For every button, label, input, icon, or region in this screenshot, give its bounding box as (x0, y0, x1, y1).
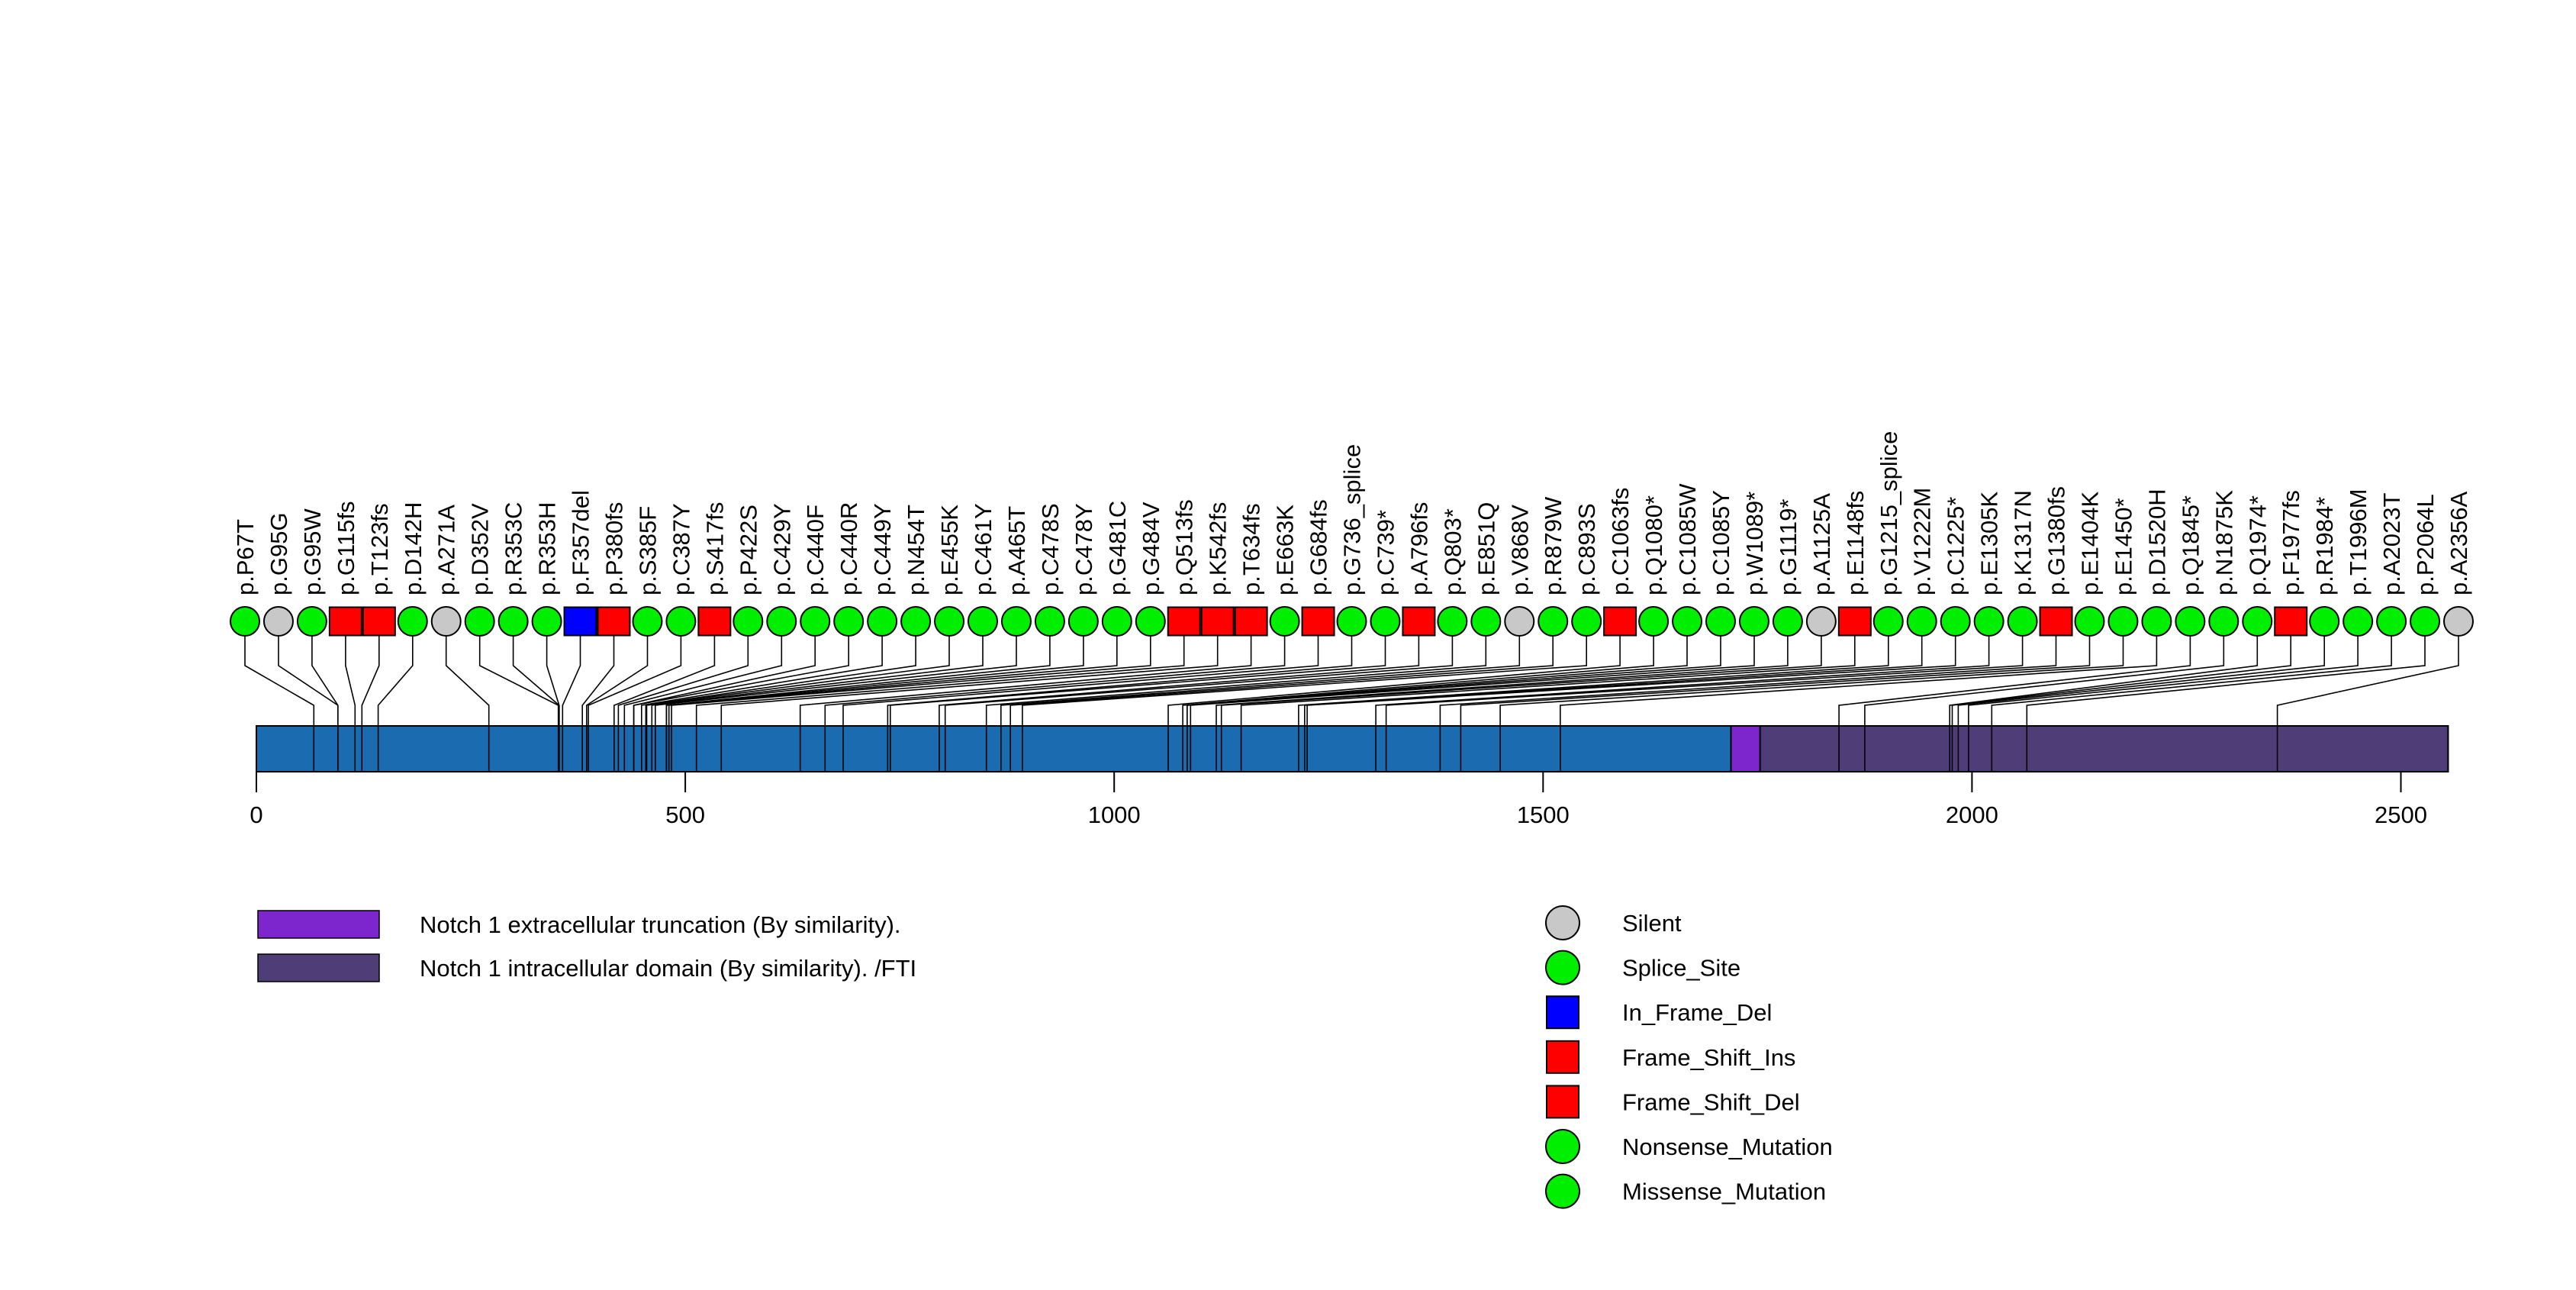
mutation-label: p.C461Y (970, 503, 997, 595)
mutation-marker (230, 607, 259, 636)
mutation-label: p.G484V (1137, 501, 1164, 595)
mutation-label: p.E663K (1271, 505, 1299, 595)
mutation-marker (1103, 607, 1132, 636)
mutation-marker (2040, 608, 2072, 636)
legend-missense-mutation-marker (1546, 1175, 1579, 1208)
mutation-label: p.E851Q (1473, 501, 1500, 595)
mutation-marker (901, 607, 930, 636)
legend-silent-label: Silent (1622, 910, 1682, 937)
mutation-marker (1773, 607, 1802, 636)
mutation-label: p.R353C (500, 501, 527, 595)
mutation-label: p.C387Y (668, 503, 695, 595)
mutation-label: p.S385F (634, 505, 662, 595)
legend-frame-shift-del-label: Frame_Shift_Del (1622, 1088, 1800, 1116)
mutation-marker (1572, 607, 1601, 636)
mutation-label: p.C1063fs (1607, 487, 1634, 595)
domain-legend-label-1: Notch 1 intracellular domain (By similarity). /FTI (420, 955, 917, 982)
mutation-label: p.W1089* (1741, 491, 1768, 595)
mutation-marker (1235, 608, 1267, 636)
mutation-marker (698, 608, 730, 636)
mutation-label: p.G1380fs (2043, 485, 2070, 595)
mutation-marker (1035, 607, 1064, 636)
mutation-label: p.K1317N (2009, 490, 2037, 595)
mutation-marker (2377, 607, 2406, 636)
legend-nonsense-mutation-marker (1546, 1130, 1579, 1163)
mutation-label: p.D352V (466, 503, 494, 595)
mutation-label: p.N454T (903, 505, 930, 595)
mutation-label: p.V1222M (1908, 487, 1936, 595)
mutation-label: p.F1977fs (2278, 490, 2305, 595)
mutation-label: p.P2064L (2412, 494, 2439, 595)
mutation-marker (2310, 607, 2339, 636)
mutation-label: p.E1148fs (1841, 490, 1869, 595)
mutation-marker (1338, 607, 1367, 636)
mutation-label: p.A2023T (2378, 492, 2406, 595)
legend-in-frame-del-label: In_Frame_Del (1622, 999, 1773, 1027)
axis-tick-label: 500 (665, 801, 705, 828)
mutation-marker (1941, 607, 1970, 636)
mutation-marker (465, 607, 494, 636)
mutation-marker (2275, 608, 2307, 636)
legend-silent-marker (1546, 906, 1579, 940)
mutation-label: p.Q1974* (2244, 495, 2272, 595)
legend-frame-shift-ins-label: Frame_Shift_Ins (1622, 1043, 1796, 1071)
legend-frame-shift-ins-marker (1547, 1041, 1579, 1073)
mutation-marker (1839, 608, 1871, 636)
mutation-marker (1302, 608, 1335, 636)
mutation-marker (968, 607, 997, 636)
legend-splice-site-marker (1546, 951, 1579, 985)
mutation-marker (432, 607, 461, 636)
mutation-label: p.F357del (567, 490, 594, 595)
axis-tick-label: 1000 (1087, 801, 1141, 828)
mutation-label: p.G115fs (332, 501, 359, 595)
mutation-marker (666, 607, 695, 636)
mutation-marker (1270, 607, 1299, 636)
mutation-label: p.K542fs (1204, 501, 1232, 595)
legend-splice-site-label: Splice_Site (1622, 954, 1741, 982)
mutation-marker (264, 607, 293, 636)
mutation-label: p.C478S (1036, 503, 1064, 595)
mutation-label: p.C893S (1573, 503, 1601, 595)
mutation-label: p.V868V (1506, 505, 1534, 595)
mutation-label: p.A1125A (1808, 493, 1835, 595)
mutation-label: p.Q513fs (1170, 499, 1198, 595)
mutation-marker (1740, 607, 1769, 636)
mutation-label: p.C478Y (1070, 503, 1097, 595)
mutation-label: p.G736_splice (1338, 443, 1366, 595)
mutation-marker (2343, 607, 2372, 636)
mutation-marker (1874, 607, 1903, 636)
mutation-marker (1673, 607, 1702, 636)
mutation-marker (1538, 607, 1567, 636)
mutation-marker (499, 607, 528, 636)
mutation-marker (363, 608, 395, 636)
mutation-marker (565, 608, 597, 636)
mutation-marker (2108, 607, 2137, 636)
mutation-label: p.G684fs (1305, 499, 1332, 595)
mutation-label: p.C449Y (869, 503, 897, 595)
mutation-marker (1505, 607, 1534, 636)
mutation-marker (1908, 607, 1937, 636)
mutation-marker (1807, 607, 1836, 636)
mutation-label: p.Q1080* (1641, 495, 1668, 595)
mutation-marker (1002, 607, 1031, 636)
mutation-label: p.Q1845* (2177, 495, 2204, 595)
mutation-label: p.D142H (399, 501, 427, 595)
domain-legend-swatch-0 (258, 911, 379, 938)
mutation-label: p.G95W (298, 508, 326, 595)
mutation-marker (2410, 607, 2439, 636)
mutation-label: p.N1875K (2211, 490, 2238, 595)
mutation-label: p.G95G (266, 512, 292, 595)
mutation-label: p.C429Y (768, 503, 796, 595)
mutation-label: p.E1450* (2110, 498, 2137, 595)
mutation-marker (1438, 607, 1467, 636)
mutation-label: p.E1305K (1975, 491, 2003, 595)
mutation-label: p.R1984* (2311, 496, 2339, 595)
mutation-marker (1136, 607, 1165, 636)
domain-legend-swatch-1 (258, 954, 379, 982)
mutation-marker (598, 608, 630, 636)
mutation-label: p.T634fs (1238, 503, 1265, 595)
mutation-marker (2243, 607, 2272, 636)
mutation-marker (1471, 607, 1500, 636)
mutation-label: p.P380fs (601, 501, 628, 595)
mutation-marker (935, 607, 964, 636)
mutation-label: p.C739* (1372, 509, 1399, 595)
mutation-label: p.S417fs (701, 501, 729, 595)
mutation-label: p.G481C (1103, 500, 1131, 595)
mutation-label: p.Q803* (1439, 508, 1467, 595)
mutation-label: p.A796fs (1406, 501, 1433, 595)
mutation-label: p.A2356A (2446, 491, 2472, 595)
mutation-marker (2008, 607, 2037, 636)
protein-domain-1 (1760, 726, 2449, 772)
mutation-marker (330, 608, 362, 636)
mutation-label: p.E1404K (2076, 491, 2104, 595)
mutation-marker (633, 607, 662, 636)
mutation-label: p.P422S (735, 505, 762, 595)
mutation-label: p.C1085W (1674, 483, 1701, 595)
protein-domain-0 (1731, 726, 1760, 772)
mutation-marker (868, 607, 897, 636)
legend-missense-mutation-label: Missense_Mutation (1622, 1178, 1827, 1205)
mutation-label: p.R353H (533, 501, 561, 595)
axis-tick-label: 1500 (1516, 801, 1570, 828)
mutation-marker (2075, 607, 2104, 636)
mutation-marker (1402, 608, 1435, 636)
mutation-label: p.A271A (433, 505, 460, 595)
mutation-label: p.G1119* (1774, 498, 1802, 595)
mutation-marker (767, 607, 796, 636)
axis-tick-label: 2000 (1945, 801, 1998, 828)
legend-nonsense-mutation-label: Nonsense_Mutation (1622, 1134, 1833, 1160)
mutation-marker (1370, 607, 1399, 636)
mutation-label: p.C1225* (1942, 496, 1969, 595)
legend-frame-shift-del-marker (1547, 1085, 1579, 1117)
mutation-marker (1706, 607, 1735, 636)
axis-tick-label: 2500 (2375, 801, 2427, 828)
mutation-label: p.C1085Y (1708, 490, 1734, 595)
mutation-marker (533, 607, 562, 636)
mutation-marker (800, 607, 829, 636)
mutation-marker (2175, 607, 2204, 636)
mutation-label: p.T1996M (2345, 489, 2372, 595)
mutation-label: p.C440R (836, 501, 863, 595)
mutation-marker (398, 607, 427, 636)
mutation-marker (834, 607, 863, 636)
mutation-marker (1168, 608, 1200, 636)
mutation-label: p.A465T (1003, 505, 1030, 595)
mutation-marker (2209, 607, 2238, 636)
mutation-label: p.R879W (1540, 496, 1567, 595)
mutation-marker (1975, 607, 2004, 636)
mutation-marker (2444, 607, 2473, 636)
mutation-marker (298, 607, 327, 636)
mutation-marker (1604, 608, 1636, 636)
axis-tick-label: 0 (250, 801, 263, 828)
mutation-label: p.E455K (936, 505, 963, 595)
legend-in-frame-del-marker (1547, 996, 1579, 1028)
mutation-label: p.D1520H (2143, 489, 2171, 595)
mutation-label: p.P67T (232, 519, 259, 595)
mutation-marker (1069, 607, 1098, 636)
mutation-label: p.T123fs (365, 503, 393, 595)
mutation-marker (1639, 607, 1668, 636)
mutation-marker (1202, 608, 1234, 636)
mutation-marker (733, 607, 762, 636)
mutation-marker (2142, 607, 2171, 636)
domain-legend-label-0: Notch 1 extracellular truncation (By similarity). (420, 911, 901, 938)
mutation-label: p.C440F (802, 505, 829, 595)
mutation-label: p.G1215_splice (1875, 431, 1902, 595)
